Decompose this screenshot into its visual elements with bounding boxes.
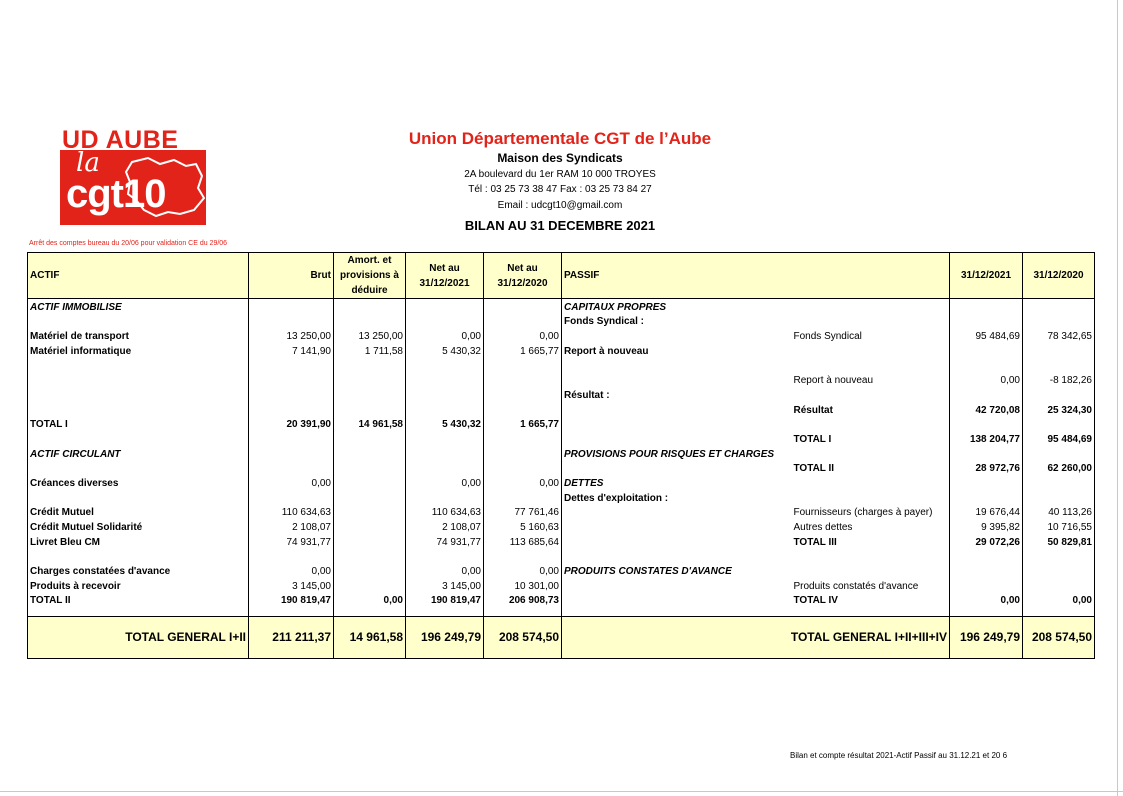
net-2021-value: 2 108,07 xyxy=(406,519,484,534)
total-general-passif-label: TOTAL GENERAL I+II+III+IV xyxy=(562,617,950,659)
amort-value xyxy=(334,314,406,329)
amort-value xyxy=(334,446,406,461)
brut-value: 13 250,00 xyxy=(249,328,334,343)
passif-2021-value: 0,00 xyxy=(950,593,1023,608)
actif-label xyxy=(28,490,249,505)
passif-2020-value: 10 716,55 xyxy=(1023,519,1095,534)
actif-label: Matériel informatique xyxy=(28,343,249,358)
actif-label: Créances diverses xyxy=(28,475,249,490)
header-amort: Amort. et provisions à déduire xyxy=(334,253,406,299)
passif-label xyxy=(562,417,792,432)
passif-2021-value: 0,00 xyxy=(950,372,1023,387)
passif-label xyxy=(562,372,792,387)
passif-2020-value xyxy=(1023,446,1095,461)
table-row xyxy=(28,299,1095,314)
net-2021-value xyxy=(406,431,484,446)
total-general-amort: 14 961,58 xyxy=(334,617,406,659)
logo-cgt-text: cgt10 xyxy=(66,172,166,216)
net-2021-value: 190 819,47 xyxy=(406,593,484,608)
passif-2021-value xyxy=(950,417,1023,432)
net-2021-value: 5 430,32 xyxy=(406,417,484,432)
ud-aube-cgt-logo xyxy=(60,128,206,225)
passif-detail xyxy=(792,490,950,505)
net-2021-value xyxy=(406,461,484,476)
net-2021-value xyxy=(406,387,484,402)
amort-value xyxy=(334,372,406,387)
logo-top-text: UD AUBE xyxy=(62,128,179,154)
passif-label xyxy=(562,593,792,608)
passif-2021-value xyxy=(950,563,1023,578)
passif-2020-value: 25 324,30 xyxy=(1023,402,1095,417)
net-2020-value xyxy=(484,446,562,461)
brut-value xyxy=(249,549,334,564)
passif-detail xyxy=(792,314,950,329)
actif-label: Matériel de transport xyxy=(28,328,249,343)
actif-label xyxy=(28,314,249,329)
total-general-brut: 211 211,37 xyxy=(249,617,334,659)
spacer-row xyxy=(28,607,1095,617)
passif-label xyxy=(562,534,792,549)
table-row xyxy=(28,475,1095,490)
amort-value xyxy=(334,563,406,578)
passif-2020-value xyxy=(1023,549,1095,564)
passif-detail xyxy=(792,343,950,358)
passif-2020-value: 78 342,65 xyxy=(1023,328,1095,343)
actif-label: Charges constatées d'avance xyxy=(28,563,249,578)
passif-label xyxy=(562,328,792,343)
table-header-row xyxy=(28,253,1095,299)
passif-2021-value: 19 676,44 xyxy=(950,505,1023,520)
page-footer: Bilan et compte résultat 2021-Actif Passif au 31.12.21 et 20 6 xyxy=(790,751,1008,760)
header-passif-2020: 31/12/2020 xyxy=(1023,253,1095,299)
table-row xyxy=(28,563,1095,578)
net-2021-value xyxy=(406,402,484,417)
actif-label: TOTAL II xyxy=(28,593,249,608)
passif-detail: Produits constatés d'avance xyxy=(793,580,919,592)
total-general-net-2021: 196 249,79 xyxy=(406,617,484,659)
total-general-row xyxy=(28,617,1095,659)
actif-label: Produits à recevoir xyxy=(28,578,249,593)
page-edge-bottom xyxy=(0,791,1123,792)
passif-label: Fonds Syndical : xyxy=(562,314,792,329)
net-2021-value xyxy=(406,299,484,314)
passif-2020-value xyxy=(1023,578,1095,593)
net-2020-value: 113 685,64 xyxy=(484,534,562,549)
net-2020-value: 0,00 xyxy=(484,328,562,343)
net-2020-value xyxy=(484,490,562,505)
amort-value xyxy=(334,519,406,534)
net-2021-value xyxy=(406,358,484,373)
table-row xyxy=(28,461,1095,476)
actif-label: ACTIF CIRCULANT xyxy=(28,446,249,461)
amort-value xyxy=(334,402,406,417)
tel-fax: Tél : 03 25 73 38 47 Fax : 03 25 73 84 27 xyxy=(468,184,652,195)
net-2021-value xyxy=(406,446,484,461)
header-actif: ACTIF xyxy=(28,253,249,299)
passif-2021-value: 28 972,76 xyxy=(950,461,1023,476)
brut-value: 7 141,90 xyxy=(249,343,334,358)
passif-2020-value xyxy=(1023,475,1095,490)
passif-2020-value: 40 113,26 xyxy=(1023,505,1095,520)
table-row xyxy=(28,519,1095,534)
brut-value xyxy=(249,446,334,461)
brut-value: 3 145,00 xyxy=(249,578,334,593)
net-2021-value: 3 145,00 xyxy=(406,578,484,593)
brut-value: 0,00 xyxy=(249,563,334,578)
actif-label xyxy=(28,372,249,387)
passif-2021-value xyxy=(950,299,1023,314)
net-2021-value: 110 634,63 xyxy=(406,505,484,520)
actif-label: Livret Bleu CM xyxy=(28,534,249,549)
net-2021-value: 0,00 xyxy=(406,475,484,490)
house-name: Maison des Syndicats xyxy=(497,151,623,165)
amort-value xyxy=(334,461,406,476)
passif-detail: Report à nouveau xyxy=(793,375,874,387)
brut-value xyxy=(249,372,334,387)
passif-2020-value xyxy=(1023,299,1095,314)
passif-detail: TOTAL IV xyxy=(793,595,838,607)
passif-2021-value: 29 072,26 xyxy=(950,534,1023,549)
passif-2020-value: 62 260,00 xyxy=(1023,461,1095,476)
passif-detail: Fournisseurs (charges à payer) xyxy=(793,507,933,519)
bilan-title: BILAN AU 31 DECEMBRE 2021 xyxy=(464,218,656,233)
amort-value xyxy=(334,578,406,593)
passif-2020-value: -8 182,26 xyxy=(1023,372,1095,387)
actif-label: Crédit Mutuel xyxy=(28,505,249,520)
brut-value xyxy=(249,431,334,446)
passif-2021-value: 138 204,77 xyxy=(950,431,1023,446)
amort-value: 14 961,58 xyxy=(334,417,406,432)
header-net-2020: Net au 31/12/2020 xyxy=(484,253,562,299)
passif-label xyxy=(562,505,792,520)
passif-2020-value xyxy=(1023,314,1095,329)
net-2021-value xyxy=(406,314,484,329)
passif-detail: TOTAL III xyxy=(793,536,837,548)
actif-label: TOTAL I xyxy=(28,417,249,432)
passif-label: Dettes d'exploitation : xyxy=(562,490,792,505)
table-row xyxy=(28,387,1095,402)
net-2021-value xyxy=(406,490,484,505)
net-2020-value xyxy=(484,431,562,446)
amort-value xyxy=(334,358,406,373)
table-row xyxy=(28,505,1095,520)
header-net-2021: Net au 31/12/2021 xyxy=(406,253,484,299)
passif-2020-value xyxy=(1023,417,1095,432)
brut-value xyxy=(249,387,334,402)
amort-value: 0,00 xyxy=(334,593,406,608)
actif-label xyxy=(28,358,249,373)
passif-2020-value xyxy=(1023,387,1095,402)
passif-detail: Autres dettes xyxy=(793,522,853,533)
passif-detail xyxy=(792,549,950,564)
net-2020-value: 1 665,77 xyxy=(484,417,562,432)
amort-value xyxy=(334,387,406,402)
passif-label xyxy=(562,461,792,476)
total-general-passif-2020: 208 574,50 xyxy=(1023,617,1095,659)
passif-2021-value xyxy=(950,446,1023,461)
actif-label xyxy=(28,402,249,417)
net-2020-value: 5 160,63 xyxy=(484,519,562,534)
net-2021-value: 74 931,77 xyxy=(406,534,484,549)
email: Email : udcgt10@gmail.com xyxy=(497,200,623,211)
passif-detail: TOTAL II xyxy=(793,463,835,475)
passif-detail xyxy=(792,563,950,578)
net-2020-value: 0,00 xyxy=(484,475,562,490)
amort-value xyxy=(334,431,406,446)
passif-2021-value xyxy=(950,314,1023,329)
balance-sheet-table xyxy=(27,252,1095,659)
table-row xyxy=(28,343,1095,358)
brut-value: 2 108,07 xyxy=(249,519,334,534)
table-row xyxy=(28,534,1095,549)
brut-value xyxy=(249,490,334,505)
amort-value xyxy=(334,505,406,520)
header-passif-2021: 31/12/2021 xyxy=(950,253,1023,299)
passif-label xyxy=(562,402,792,417)
total-general-actif-label: TOTAL GENERAL I+II xyxy=(28,617,249,659)
passif-detail: TOTAL I xyxy=(793,433,832,445)
net-2020-value xyxy=(484,549,562,564)
table-row xyxy=(28,328,1095,343)
actif-label xyxy=(28,431,249,446)
passif-2021-value xyxy=(950,343,1023,358)
header-passif-detail xyxy=(792,253,950,299)
header-passif: PASSIF xyxy=(562,253,792,299)
passif-2020-value xyxy=(1023,490,1095,505)
passif-detail xyxy=(792,358,950,373)
passif-2021-value xyxy=(950,578,1023,593)
passif-detail xyxy=(792,417,950,432)
passif-detail xyxy=(792,387,950,402)
total-general-net-2020: 208 574,50 xyxy=(484,617,562,659)
brut-value xyxy=(249,314,334,329)
brut-value: 20 391,90 xyxy=(249,417,334,432)
amort-value xyxy=(334,534,406,549)
logo-la-text: la xyxy=(76,148,100,178)
passif-label xyxy=(562,431,792,446)
actif-label: Crédit Mutuel Solidarité xyxy=(28,519,249,534)
amort-value xyxy=(334,490,406,505)
net-2020-value: 206 908,73 xyxy=(484,593,562,608)
table-row xyxy=(28,358,1095,373)
brut-value: 110 634,63 xyxy=(249,505,334,520)
table-row xyxy=(28,402,1095,417)
passif-2021-value xyxy=(950,387,1023,402)
passif-label xyxy=(562,519,792,534)
passif-detail: Résultat xyxy=(793,404,833,416)
net-2020-value xyxy=(484,314,562,329)
table-row xyxy=(28,314,1095,329)
passif-label xyxy=(562,578,792,593)
net-2021-value: 0,00 xyxy=(406,563,484,578)
net-2021-value: 5 430,32 xyxy=(406,343,484,358)
brut-value xyxy=(249,461,334,476)
table-row xyxy=(28,490,1095,505)
passif-label xyxy=(562,549,792,564)
net-2020-value: 0,00 xyxy=(484,563,562,578)
net-2020-value: 10 301,00 xyxy=(484,578,562,593)
passif-label xyxy=(562,358,792,373)
amort-value: 1 711,58 xyxy=(334,343,406,358)
brut-value: 0,00 xyxy=(249,475,334,490)
passif-detail xyxy=(792,475,950,490)
passif-2021-value: 9 395,82 xyxy=(950,519,1023,534)
brut-value: 74 931,77 xyxy=(249,534,334,549)
net-2020-value xyxy=(484,402,562,417)
passif-2021-value: 42 720,08 xyxy=(950,402,1023,417)
actif-label: ACTIF IMMOBILISE xyxy=(28,299,249,314)
passif-label: CAPITAUX PROPRES xyxy=(562,299,792,314)
passif-label: PRODUITS CONSTATES D'AVANCE xyxy=(562,563,792,578)
header-brut: Brut xyxy=(249,253,334,299)
address: 2A boulevard du 1er RAM 10 000 TROYES xyxy=(464,169,656,180)
approval-note: Arrêt des comptes bureau du 20/06 pour validation CE du 29/06 xyxy=(29,240,228,247)
passif-label: Résultat : xyxy=(562,387,792,402)
passif-detail xyxy=(792,446,950,461)
passif-2020-value xyxy=(1023,563,1095,578)
brut-value xyxy=(249,358,334,373)
passif-2021-value xyxy=(950,358,1023,373)
passif-2020-value xyxy=(1023,358,1095,373)
org-title: Union Départementale CGT de l’Aube xyxy=(408,129,712,148)
passif-2021-value xyxy=(950,549,1023,564)
net-2020-value xyxy=(484,387,562,402)
net-2021-value xyxy=(406,549,484,564)
net-2020-value: 1 665,77 xyxy=(484,343,562,358)
actif-label xyxy=(28,549,249,564)
net-2020-value xyxy=(484,372,562,387)
brut-value xyxy=(249,299,334,314)
passif-2021-value xyxy=(950,490,1023,505)
table-row xyxy=(28,372,1095,387)
table-row xyxy=(28,593,1095,608)
logo-top-band xyxy=(60,128,206,154)
table-row xyxy=(28,431,1095,446)
brut-value xyxy=(249,402,334,417)
amort-value: 13 250,00 xyxy=(334,328,406,343)
passif-2021-value: 95 484,69 xyxy=(950,328,1023,343)
brut-value: 190 819,47 xyxy=(249,593,334,608)
amort-value xyxy=(334,299,406,314)
net-2020-value xyxy=(484,358,562,373)
page-edge-right xyxy=(1117,0,1118,796)
net-2020-value: 77 761,46 xyxy=(484,505,562,520)
passif-2021-value xyxy=(950,475,1023,490)
passif-2020-value: 50 829,81 xyxy=(1023,534,1095,549)
net-2021-value xyxy=(406,372,484,387)
passif-2020-value: 95 484,69 xyxy=(1023,431,1095,446)
passif-2020-value: 0,00 xyxy=(1023,593,1095,608)
amort-value xyxy=(334,549,406,564)
passif-detail: Fonds Syndical xyxy=(793,331,862,343)
actif-label xyxy=(28,387,249,402)
passif-label: DETTES xyxy=(562,475,792,490)
table-row xyxy=(28,549,1095,564)
passif-label: Report à nouveau xyxy=(562,343,792,358)
net-2020-value xyxy=(484,299,562,314)
passif-detail xyxy=(792,299,950,314)
actif-label xyxy=(28,461,249,476)
passif-2020-value xyxy=(1023,343,1095,358)
total-general-passif-2021: 196 249,79 xyxy=(950,617,1023,659)
amort-value xyxy=(334,475,406,490)
passif-label: PROVISIONS POUR RISQUES ET CHARGES xyxy=(562,446,792,461)
table-row xyxy=(28,417,1095,432)
net-2021-value: 0,00 xyxy=(406,328,484,343)
net-2020-value xyxy=(484,461,562,476)
table-row xyxy=(28,578,1095,593)
table-row xyxy=(28,446,1095,461)
